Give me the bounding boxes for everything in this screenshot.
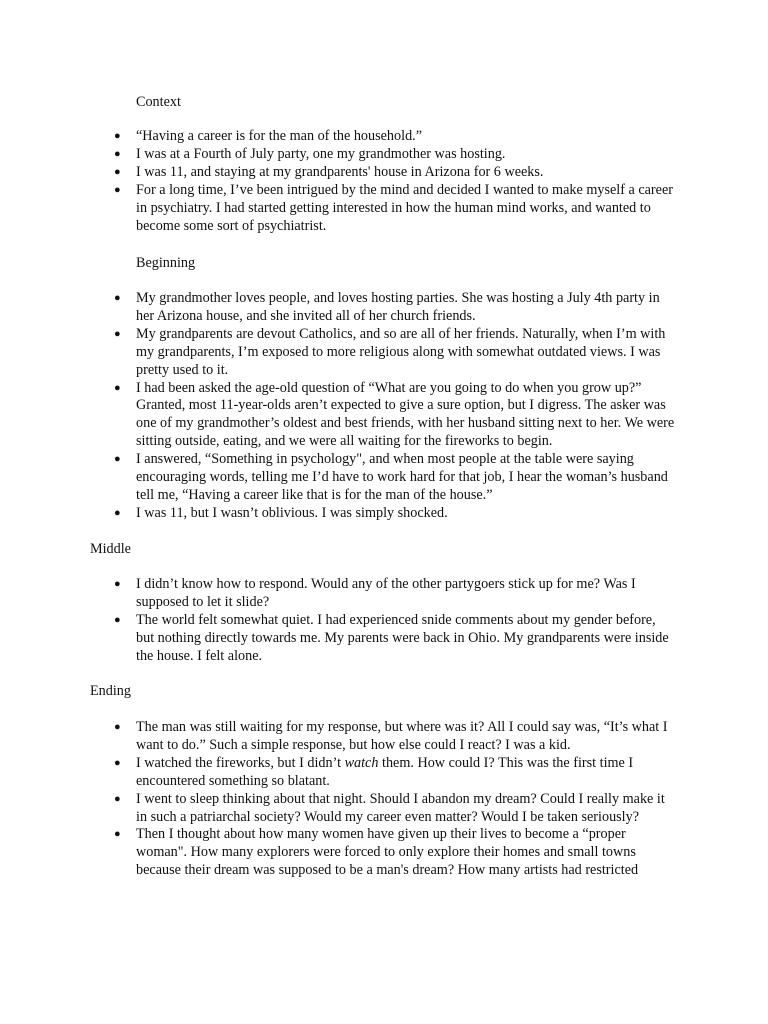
list-item-text: My grandmother loves people, and loves hosting parties. She was hosting a July 4th party in her Arizona house, and she invited all of her church friends. — [136, 290, 660, 324]
context-list — [0, 128, 768, 235]
list-item-text: I was at a Fourth of July party, one my grandmother was hosting. — [136, 145, 506, 162]
bullet-icon: ● — [114, 721, 121, 733]
bullet-icon: ● — [114, 130, 121, 142]
bullet-icon: ● — [114, 147, 121, 160]
bullet-icon: ● — [114, 183, 121, 196]
list-item — [0, 451, 676, 505]
list-item-text: I answered, “Something in psychology", and when most people at the table were saying encouraging words, telling me I’d have to work hard for that job, I hear the woman’s husband tell me, “Having a career like that is for the man of the house.” — [136, 451, 668, 503]
list-item — [0, 576, 676, 612]
list-item-text: Then I thought about how many women have given up their lives to become a “proper woman". How many explorers were forced to only explore their homes and small towns because their dream was supposed to be a man's dream? How many artists had restricted — [136, 826, 639, 879]
bullet-icon: ● — [114, 327, 121, 340]
list-item — [0, 146, 676, 164]
list-item-text: My grandparents are devout Catholics, and so are all of her friends. Naturally, when I’m with my grandparents, I’m exposed to more religious along with somewhat outdated views. I was pretty used to it. — [136, 325, 666, 378]
bullet-icon: ● — [114, 292, 121, 304]
list-item-text: I was 11, but I wasn’t oblivious. I was simply shocked. — [136, 504, 448, 521]
bullet-icon: ● — [114, 756, 121, 769]
list-item-text: For a long time, I’ve been intrigued by the mind and decided I wanted to make myself a career in psychiatry. I had started getting interested in how the human mind works, and wanted to become some sort of psychiatrist. — [136, 181, 673, 234]
heading-ending: Ending — [90, 683, 131, 699]
fireworks-text-before: I watched the fireworks, but I didn’t — [136, 754, 345, 771]
heading-middle: Middle — [90, 541, 131, 557]
bullet-icon: ● — [114, 828, 121, 841]
bullet-icon: ● — [114, 792, 121, 805]
middle-list — [0, 576, 768, 666]
heading-context: Context — [136, 94, 181, 110]
list-item — [0, 791, 676, 827]
list-item-text: I didn’t know how to respond. Would any of the other partygoers stick up for me? Was I supposed to let it slide? — [136, 576, 636, 610]
list-item — [0, 826, 676, 880]
list-item — [0, 326, 676, 380]
fireworks-text-emphasis: watch — [344, 754, 379, 771]
bullet-icon: ● — [114, 578, 121, 590]
list-item-text — [136, 755, 633, 789]
list-item — [0, 719, 676, 755]
beginning-list — [0, 290, 768, 523]
list-item-text: The world felt somewhat quiet. I had experienced snide comments about my gender before, but nothing directly towards me. My parents were back in Ohio. My grandparents were inside the house. I felt alone. — [136, 611, 669, 664]
ending-list — [0, 719, 768, 880]
list-item-text: The man was still waiting for my response, but where was it? All I could say was, “It’s what I want to do.” Such a simple response, but how else could I react? I was a kid. — [136, 719, 668, 753]
list-item — [0, 164, 676, 182]
list-item — [0, 290, 676, 326]
heading-beginning: Beginning — [136, 255, 196, 271]
list-item-text: I went to sleep thinking about that night. Should I abandon my dream? Could I really make it in such a patriarchal society? Would my career even matter? Would I be taken seriously? — [136, 790, 665, 825]
list-item — [0, 182, 676, 236]
bullet-icon: ● — [114, 506, 121, 519]
list-item — [0, 128, 676, 146]
list-item-text: “Having a career is for the man of the household.” — [136, 128, 423, 144]
list-item — [0, 612, 676, 666]
bullet-icon: ● — [114, 453, 121, 466]
list-item — [0, 380, 676, 452]
fireworks-text-after: them. How could I? This was the first time I encountered something so blatant. — [136, 754, 634, 789]
list-item — [0, 755, 676, 791]
list-item-text: I had been asked the age-old question of “What are you going to do when you grow up?” Granted, most 11-year-olds aren’t expected to give a sure option, but I digress. The asker was one of my grandmother’s oldest and best friends, with her husband sitting next to her. We were sitting outside, eating, and we were all waiting for the fireworks to begin. — [136, 379, 675, 450]
bullet-icon: ● — [114, 381, 121, 394]
list-item — [0, 505, 676, 523]
list-item-text: I was 11, and staying at my grandparents' house in Arizona for 6 weeks. — [136, 163, 544, 180]
bullet-icon: ● — [114, 613, 121, 626]
bullet-icon: ● — [114, 165, 121, 178]
